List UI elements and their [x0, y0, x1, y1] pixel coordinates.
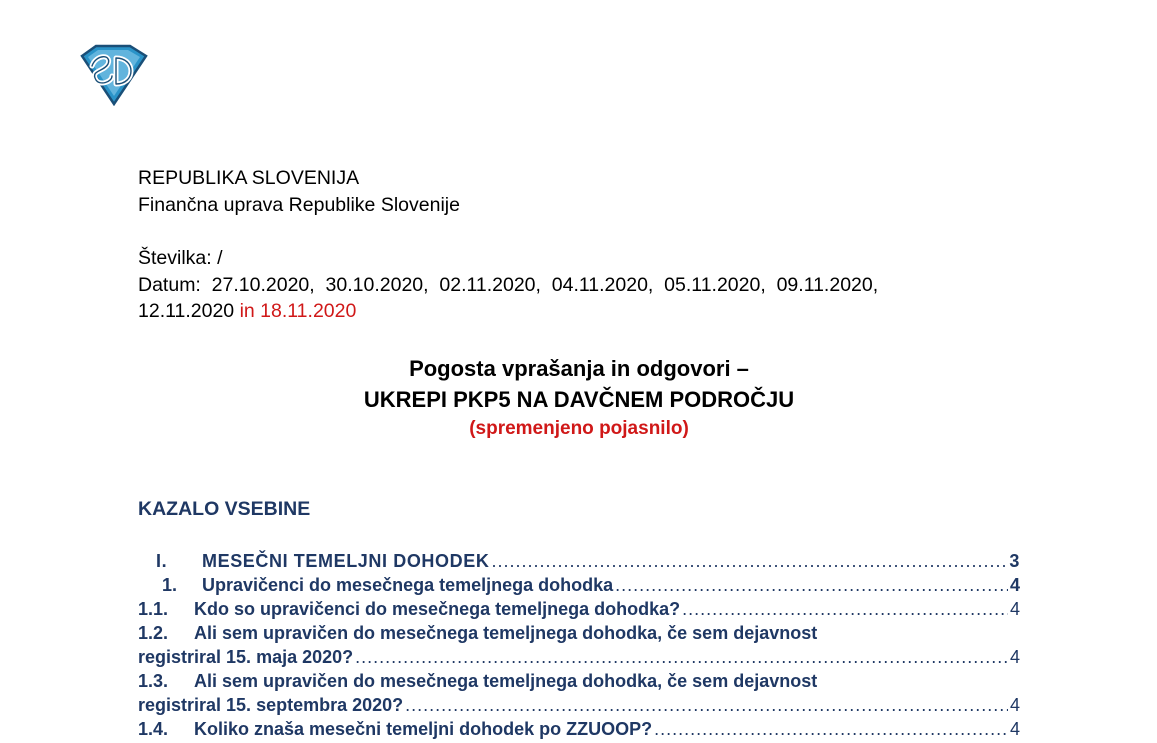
toc-entry-1[interactable]: [138, 573, 1020, 597]
toc-entry-text-cont: registriral 15. maja 2020?: [138, 647, 354, 667]
toc-entry-1-2[interactable]: [138, 621, 1020, 645]
toc-entry-I[interactable]: [138, 549, 1020, 573]
toc-entry-text: Upravičenci do mesečnega temeljnega dohodka: [202, 575, 614, 595]
fu-logo-icon: [78, 44, 148, 106]
toc-leader: [615, 573, 1008, 597]
toc-entry-number: I.: [156, 551, 168, 571]
toc-entry-page: 4: [1009, 575, 1020, 595]
toc-entry-text: Kdo so upravičenci do mesečnega temeljnega dohodka?: [194, 599, 681, 619]
toc-entry-page: 4: [1009, 719, 1020, 739]
toc-leader: [654, 717, 1008, 741]
toc-leader: [682, 597, 1008, 621]
toc-entry-number: 1.4.: [138, 719, 169, 739]
toc-entry-text: MESEČNI TEMELJNI DOHODEK: [202, 551, 490, 571]
title-line-1: Pogosta vprašanja in odgovori –: [409, 356, 749, 381]
toc-leader: [355, 645, 1008, 669]
toc-entry-1-4[interactable]: [138, 717, 1020, 741]
toc-heading: KAZALO VSEBINE: [138, 498, 311, 520]
date-black: 12.11.2020: [138, 300, 240, 322]
toc-entry-1-1[interactable]: [138, 597, 1020, 621]
toc-entry-page: 3: [1009, 551, 1020, 571]
toc-entry-number: 1.2.: [138, 623, 169, 643]
toc-leader: [491, 549, 1007, 573]
toc-entry-text: Ali sem upravičen do mesečnega temeljnega dohodka, če sem dejavnost: [194, 671, 818, 691]
document-number: Številka: /: [138, 247, 223, 269]
header-financna-uprava: Finančna uprava Republike Slovenije: [138, 194, 460, 216]
toc-entry-text-cont: registriral 15. septembra 2020?: [138, 695, 404, 715]
toc-entry-number: 1.3.: [138, 671, 169, 691]
title-line-2: UKREPI PKP5 NA DAVČNEM PODROČJU: [363, 387, 795, 412]
date-red: in 18.11.2020: [239, 300, 357, 322]
toc-entry-page: 4: [1009, 599, 1020, 619]
header-republika: REPUBLIKA SLOVENIJA: [138, 167, 360, 189]
toc-entry-page: 4: [1009, 695, 1020, 715]
toc-entry-number: 1.: [162, 575, 178, 595]
toc-entry-1-3[interactable]: [138, 669, 1020, 693]
toc-entry-1-3-cont[interactable]: [138, 693, 1020, 717]
toc-entry-page: 4: [1009, 647, 1020, 667]
title-subtitle: (spremenjeno pojasnilo): [469, 418, 689, 439]
document-dates: Datum: 27.10.2020, 30.10.2020, 02.11.2020, 04.11.2020, 05.11.2020, 09.11.2020,: [138, 274, 879, 296]
table-of-contents: [138, 549, 1020, 741]
toc-leader: [405, 693, 1008, 717]
document-dates-cont: [138, 298, 356, 324]
toc-entry-1-2-cont[interactable]: [138, 645, 1020, 669]
toc-entry-text: Ali sem upravičen do mesečnega temeljnega dohodka, če sem dejavnost: [194, 623, 818, 643]
toc-entry-text: Koliko znaša mesečni temeljni dohodek po ZZUOOP?: [194, 719, 653, 739]
toc-entry-number: 1.1.: [138, 599, 169, 619]
